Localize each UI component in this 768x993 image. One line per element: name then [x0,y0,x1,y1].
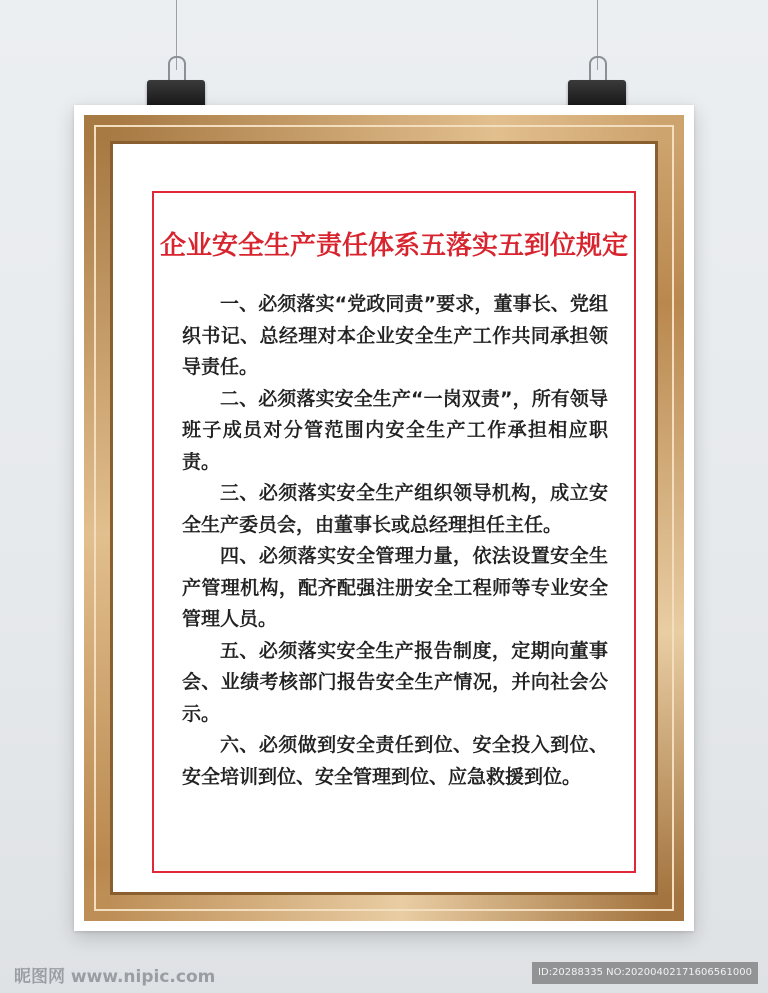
rule-paragraph-3: 三、必须落实安全生产组织领导机构，成立安全生产委员会，由董事长或总经理担任主任。 [182,482,608,536]
id-watermark: ID:20288335 NO:20200402171606561000 [532,962,758,984]
rule-paragraph-1: 一、必须落实“党政同责”要求，董事长、党组织书记、总经理对本企业安全生产工作共同承担领导责任。 [182,293,608,378]
rule-paragraph-6: 六、必须做到安全责任到位、安全投入到位、安全培训到位、安全管理到位、应急救援到位。 [182,734,608,788]
red-border-panel [152,191,636,873]
clip-ring-left [168,56,186,82]
rule-paragraph-4: 四、必须落实安全管理力量，依法设置安全生产管理机构，配齐配强注册安全工程师等专业安全管理人员。 [182,545,608,630]
poster-title: 企业安全生产责任体系五落实五到位规定 [159,231,628,261]
rules-text [182,289,608,793]
poster-sheet [74,105,694,931]
rule-paragraph-2: 二、必须落实安全生产“一岗双责”，所有领导班子成员对分管范围内安全生产工作承担相应职责。 [182,387,608,473]
rule-paragraph-5: 五、必须落实安全生产报告制度，定期向董事会、业绩考核部门报告安全生产情况，并向社会公示。 [182,639,608,725]
clip-ring-right [589,56,607,82]
site-watermark: 昵图网 www.nipic.com [14,967,216,987]
wooden-frame [84,115,684,921]
